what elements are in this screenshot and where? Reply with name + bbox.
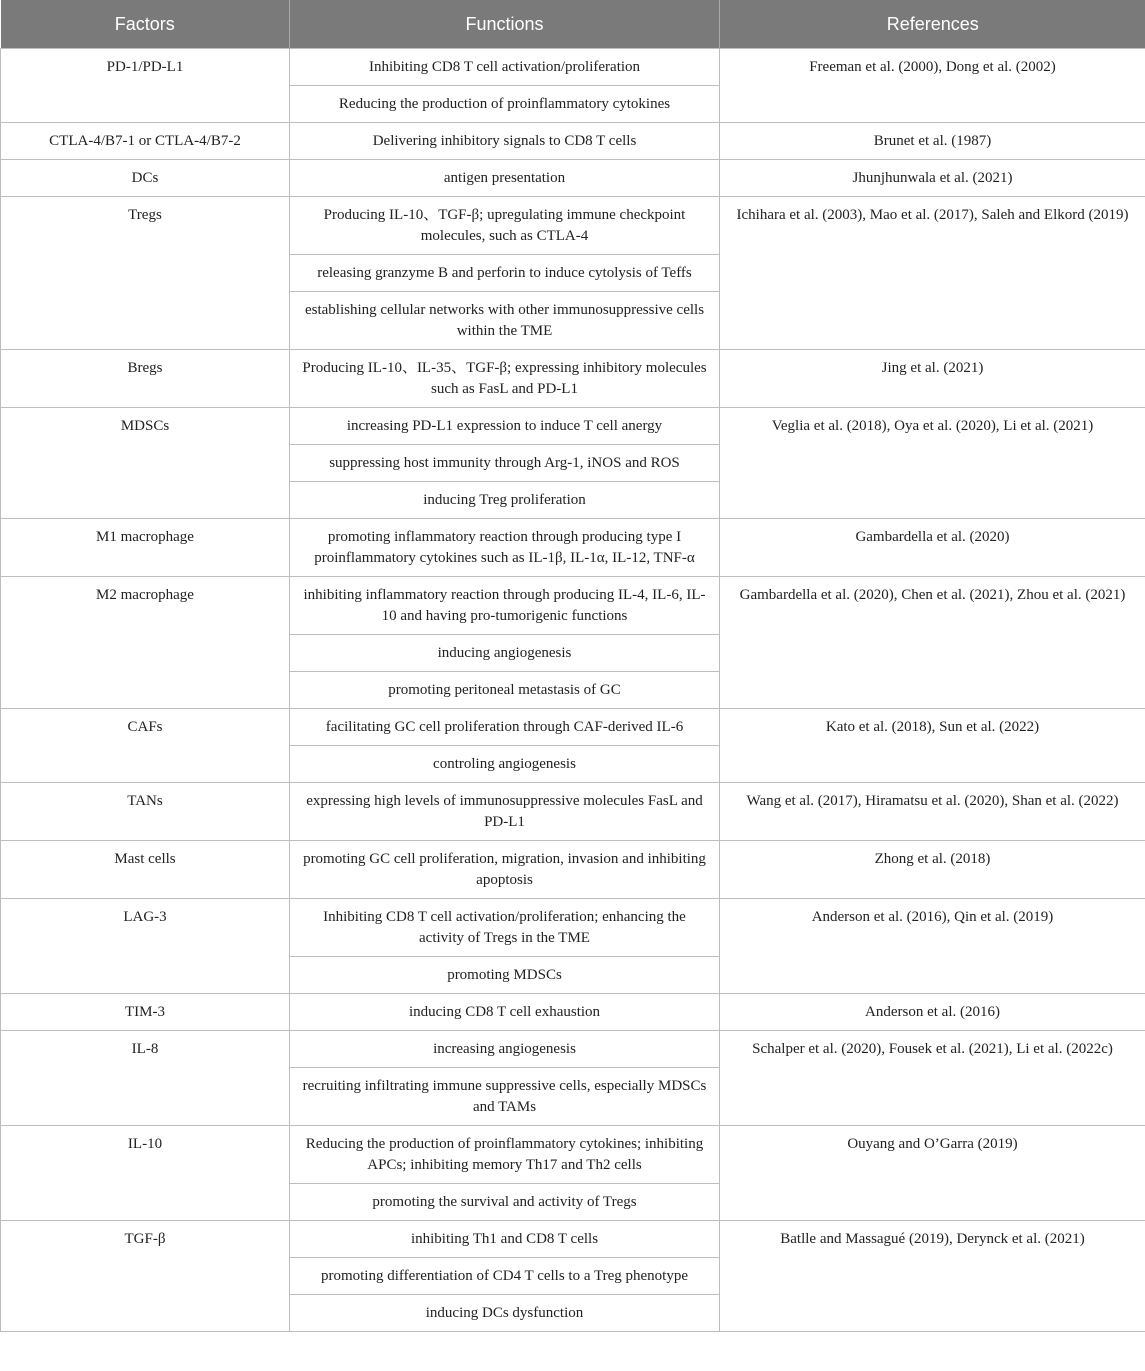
table-row: [1, 1126, 1145, 1184]
function-cell: inducing DCs dysfunction: [290, 1295, 720, 1332]
function-cell: Producing IL-10、TGF-β; upregulating immune checkpoint molecules, such as CTLA-4: [290, 197, 720, 255]
table-row: [1, 350, 1145, 408]
factor-cell: TIM-3: [1, 994, 290, 1031]
table-row: [1, 709, 1145, 746]
table-row: [1, 160, 1145, 197]
table-row: [1, 577, 1145, 635]
header-functions: Functions: [290, 0, 720, 49]
table-body: [1, 49, 1145, 1332]
reference-cell: Anderson et al. (2016): [720, 994, 1145, 1031]
reference-cell: Ichihara et al. (2003), Mao et al. (2017), Saleh and Elkord (2019): [720, 197, 1145, 350]
factor-cell: CTLA-4/B7-1 or CTLA-4/B7-2: [1, 123, 290, 160]
reference-cell: Schalper et al. (2020), Fousek et al. (2021), Li et al. (2022c): [720, 1031, 1145, 1126]
table-row: [1, 841, 1145, 899]
header-references: References: [720, 0, 1145, 49]
factor-cell: IL-8: [1, 1031, 290, 1126]
function-cell: promoting peritoneal metastasis of GC: [290, 672, 720, 709]
reference-cell: Jing et al. (2021): [720, 350, 1145, 408]
function-cell: promoting MDSCs: [290, 957, 720, 994]
reference-cell: Freeman et al. (2000), Dong et al. (2002): [720, 49, 1145, 123]
factor-cell: Bregs: [1, 350, 290, 408]
function-cell: increasing angiogenesis: [290, 1031, 720, 1068]
reference-cell: Gambardella et al. (2020), Chen et al. (2021), Zhou et al. (2021): [720, 577, 1145, 709]
function-cell: promoting the survival and activity of Tregs: [290, 1184, 720, 1221]
function-cell: inhibiting inflammatory reaction through producing IL-4, IL-6, IL-10 and having pro-tumorigenic functions: [290, 577, 720, 635]
function-cell: promoting differentiation of CD4 T cells to a Treg phenotype: [290, 1258, 720, 1295]
table-row: [1, 49, 1145, 86]
factor-cell: TANs: [1, 783, 290, 841]
reference-cell: Anderson et al. (2016), Qin et al. (2019): [720, 899, 1145, 994]
table-row: [1, 899, 1145, 957]
function-cell: controling angiogenesis: [290, 746, 720, 783]
table-row: [1, 408, 1145, 445]
header-row: [1, 0, 1145, 49]
factor-cell: TGF-β: [1, 1221, 290, 1332]
reference-cell: Kato et al. (2018), Sun et al. (2022): [720, 709, 1145, 783]
function-cell: Reducing the production of proinflammatory cytokines; inhibiting APCs; inhibiting memory Th17 and Th2 cells: [290, 1126, 720, 1184]
function-cell: inducing angiogenesis: [290, 635, 720, 672]
reference-cell: Ouyang and O’Garra (2019): [720, 1126, 1145, 1221]
function-cell: inhibiting Th1 and CD8 T cells: [290, 1221, 720, 1258]
function-cell: promoting GC cell proliferation, migration, invasion and inhibiting apoptosis: [290, 841, 720, 899]
function-cell: Delivering inhibitory signals to CD8 T cells: [290, 123, 720, 160]
function-cell: Inhibiting CD8 T cell activation/proliferation; enhancing the activity of Tregs in the TME: [290, 899, 720, 957]
function-cell: promoting inflammatory reaction through producing type I proinflammatory cytokines such as IL-1β, IL-1α, IL-12, TNF-α: [290, 519, 720, 577]
factor-cell: CAFs: [1, 709, 290, 783]
table-row: [1, 994, 1145, 1031]
function-cell: facilitating GC cell proliferation through CAF-derived IL-6: [290, 709, 720, 746]
factor-cell: M1 macrophage: [1, 519, 290, 577]
function-cell: recruiting infiltrating immune suppressive cells, especially MDSCs and TAMs: [290, 1068, 720, 1126]
function-cell: establishing cellular networks with other immunosuppressive cells within the TME: [290, 292, 720, 350]
table-row: [1, 783, 1145, 841]
reference-cell: Zhong et al. (2018): [720, 841, 1145, 899]
function-cell: Reducing the production of proinflammatory cytokines: [290, 86, 720, 123]
factor-cell: DCs: [1, 160, 290, 197]
function-cell: antigen presentation: [290, 160, 720, 197]
function-cell: Producing IL-10、IL-35、TGF-β; expressing inhibitory molecules such as FasL and PD-L1: [290, 350, 720, 408]
reference-cell: Brunet et al. (1987): [720, 123, 1145, 160]
function-cell: increasing PD-L1 expression to induce T cell anergy: [290, 408, 720, 445]
factor-cell: LAG-3: [1, 899, 290, 994]
factor-cell: Tregs: [1, 197, 290, 350]
table-row: [1, 519, 1145, 577]
reference-cell: Wang et al. (2017), Hiramatsu et al. (2020), Shan et al. (2022): [720, 783, 1145, 841]
function-cell: releasing granzyme B and perforin to induce cytolysis of Teffs: [290, 255, 720, 292]
function-cell: suppressing host immunity through Arg-1, iNOS and ROS: [290, 445, 720, 482]
function-cell: inducing Treg proliferation: [290, 482, 720, 519]
reference-cell: Batlle and Massagué (2019), Derynck et al. (2021): [720, 1221, 1145, 1332]
factor-cell: PD-1/PD-L1: [1, 49, 290, 123]
reference-cell: Veglia et al. (2018), Oya et al. (2020), Li et al. (2021): [720, 408, 1145, 519]
function-cell: inducing CD8 T cell exhaustion: [290, 994, 720, 1031]
table-row: [1, 123, 1145, 160]
reference-cell: Gambardella et al. (2020): [720, 519, 1145, 577]
table-row: [1, 197, 1145, 255]
function-cell: expressing high levels of immunosuppressive molecules FasL and PD-L1: [290, 783, 720, 841]
factor-cell: M2 macrophage: [1, 577, 290, 709]
factor-cell: IL-10: [1, 1126, 290, 1221]
function-cell: Inhibiting CD8 T cell activation/proliferation: [290, 49, 720, 86]
header-factors: Factors: [1, 0, 290, 49]
factor-cell: Mast cells: [1, 841, 290, 899]
table-row: [1, 1221, 1145, 1258]
reference-cell: Jhunjhunwala et al. (2021): [720, 160, 1145, 197]
table-row: [1, 1031, 1145, 1068]
factor-cell: MDSCs: [1, 408, 290, 519]
